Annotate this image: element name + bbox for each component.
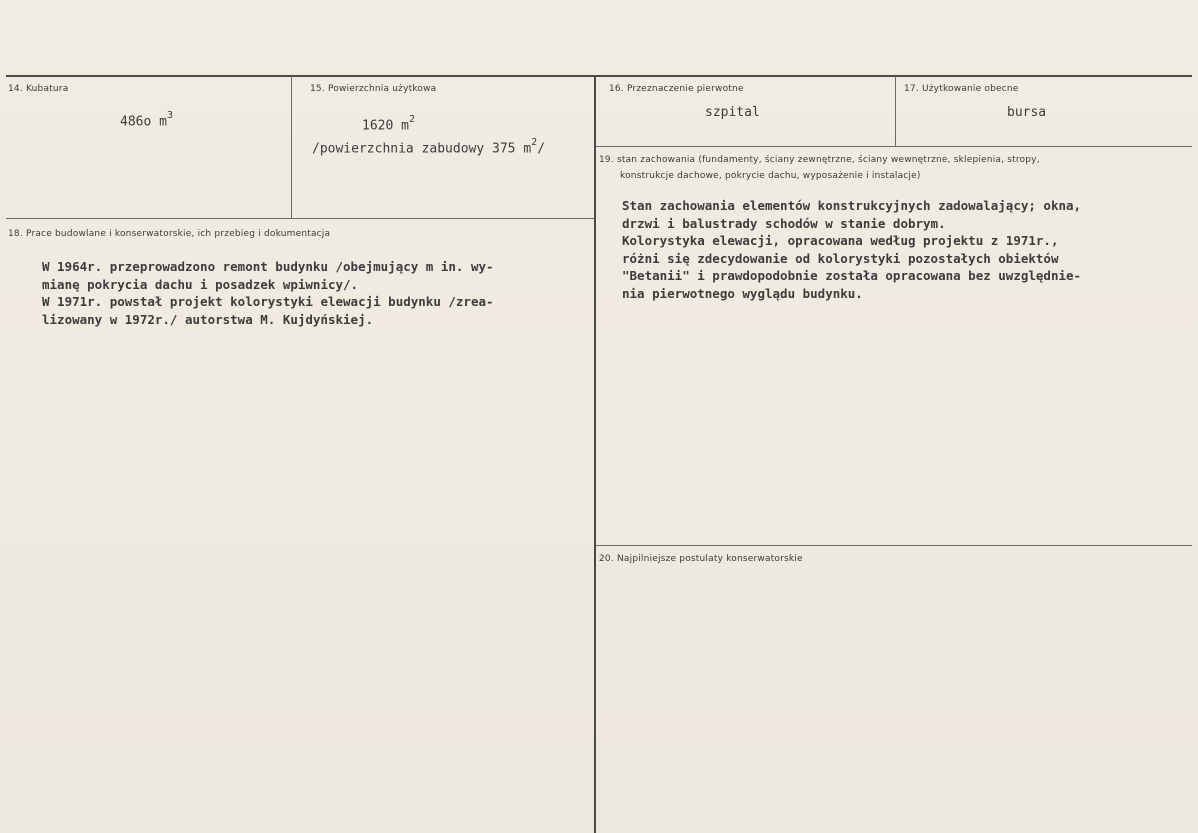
powierzchnia-number: 1620 [362, 118, 394, 134]
zabudowy-exponent: 2 [531, 137, 538, 148]
prace-line-2: mianę pokrycia dachu i posadzek wpiwnicy/. [42, 276, 359, 292]
powierzchnia-value [362, 116, 415, 133]
stan-label-line-2: konstrukcje dachowe, pokrycie dachu, wyposażenie i instalacje) [620, 171, 921, 181]
kubatura-unit: m [159, 114, 167, 130]
zabudowy-text: /powierzchnia zabudowy 375 [312, 141, 516, 157]
col-divider-3 [895, 76, 896, 147]
prace-label: 18. Prace budowlane i konserwatorskie, ich przebieg i dokumentacja [8, 229, 331, 239]
stan-line-6: nia pierwotnego wyglądu budynku. [622, 285, 863, 301]
zabudowy-unit: m [523, 141, 532, 157]
stan-text [622, 197, 1081, 302]
powierzchnia-exponent: 2 [408, 114, 415, 125]
stan-line-4: różni się zdecydowanie od kolorystyki pozostałych obiektów [622, 250, 1059, 266]
stan-label-line-1: 19. stan zachowania (fundamenty, ściany zewnętrzne, ściany wewnętrzne, sklepienia, stropy, [599, 155, 1040, 165]
prace-line-4: lizowany w 1972r./ autorstwa M. Kujdyńskiej. [42, 311, 374, 327]
col-divider-main [594, 76, 596, 833]
zabudowy-suffix: / [537, 141, 546, 157]
kubatura-number: 486o [120, 114, 152, 130]
kubatura-exponent: 3 [166, 110, 173, 121]
prace-line-3: W 1971r. powstał projekt kolorystyki elewacji budynku /zrea- [42, 294, 494, 309]
przeznaczenie-value: szpital [705, 105, 760, 120]
row1-bottom-rule-left [6, 218, 595, 219]
postulaty-label: 20. Najpilniejsze postulaty konserwatorskie [599, 554, 803, 564]
stan-line-5: "Betanii" i prawdopodobnie została opracowana bez uwzględnie- [622, 268, 1082, 283]
top-rule [6, 75, 1192, 77]
stan-line-3: Kolorystyka elewacji, opracowana według projektu z 1971r., [622, 233, 1059, 248]
uzytkowanie-label: 17. Użytkowanie obecne [904, 84, 1019, 94]
przeznaczenie-label: 16. Przeznaczenie pierwotne [609, 84, 744, 94]
prace-text [42, 258, 494, 328]
prace-line-1: W 1964r. przeprowadzono remont budynku /obejmujący m in. wy- [42, 259, 494, 274]
section-20-top-rule [595, 545, 1192, 546]
uzytkowanie-value: bursa [1007, 105, 1047, 120]
powierzchnia-unit: m [401, 118, 409, 134]
kubatura-value [120, 112, 173, 129]
col-divider-1 [291, 76, 292, 219]
powierzchnia-label: 15. Powierzchnia użytkowa [310, 84, 437, 94]
stan-line-2: drzwi i balustrady schodów w stanie dobrym. [622, 215, 946, 231]
powierzchnia-zabudowy [312, 139, 545, 156]
stan-line-1: Stan zachowania elementów konstrukcyjnych zadowalający; okna, [622, 198, 1082, 213]
row1-bottom-rule-right [595, 146, 1192, 147]
kubatura-label: 14. Kubatura [8, 84, 69, 94]
